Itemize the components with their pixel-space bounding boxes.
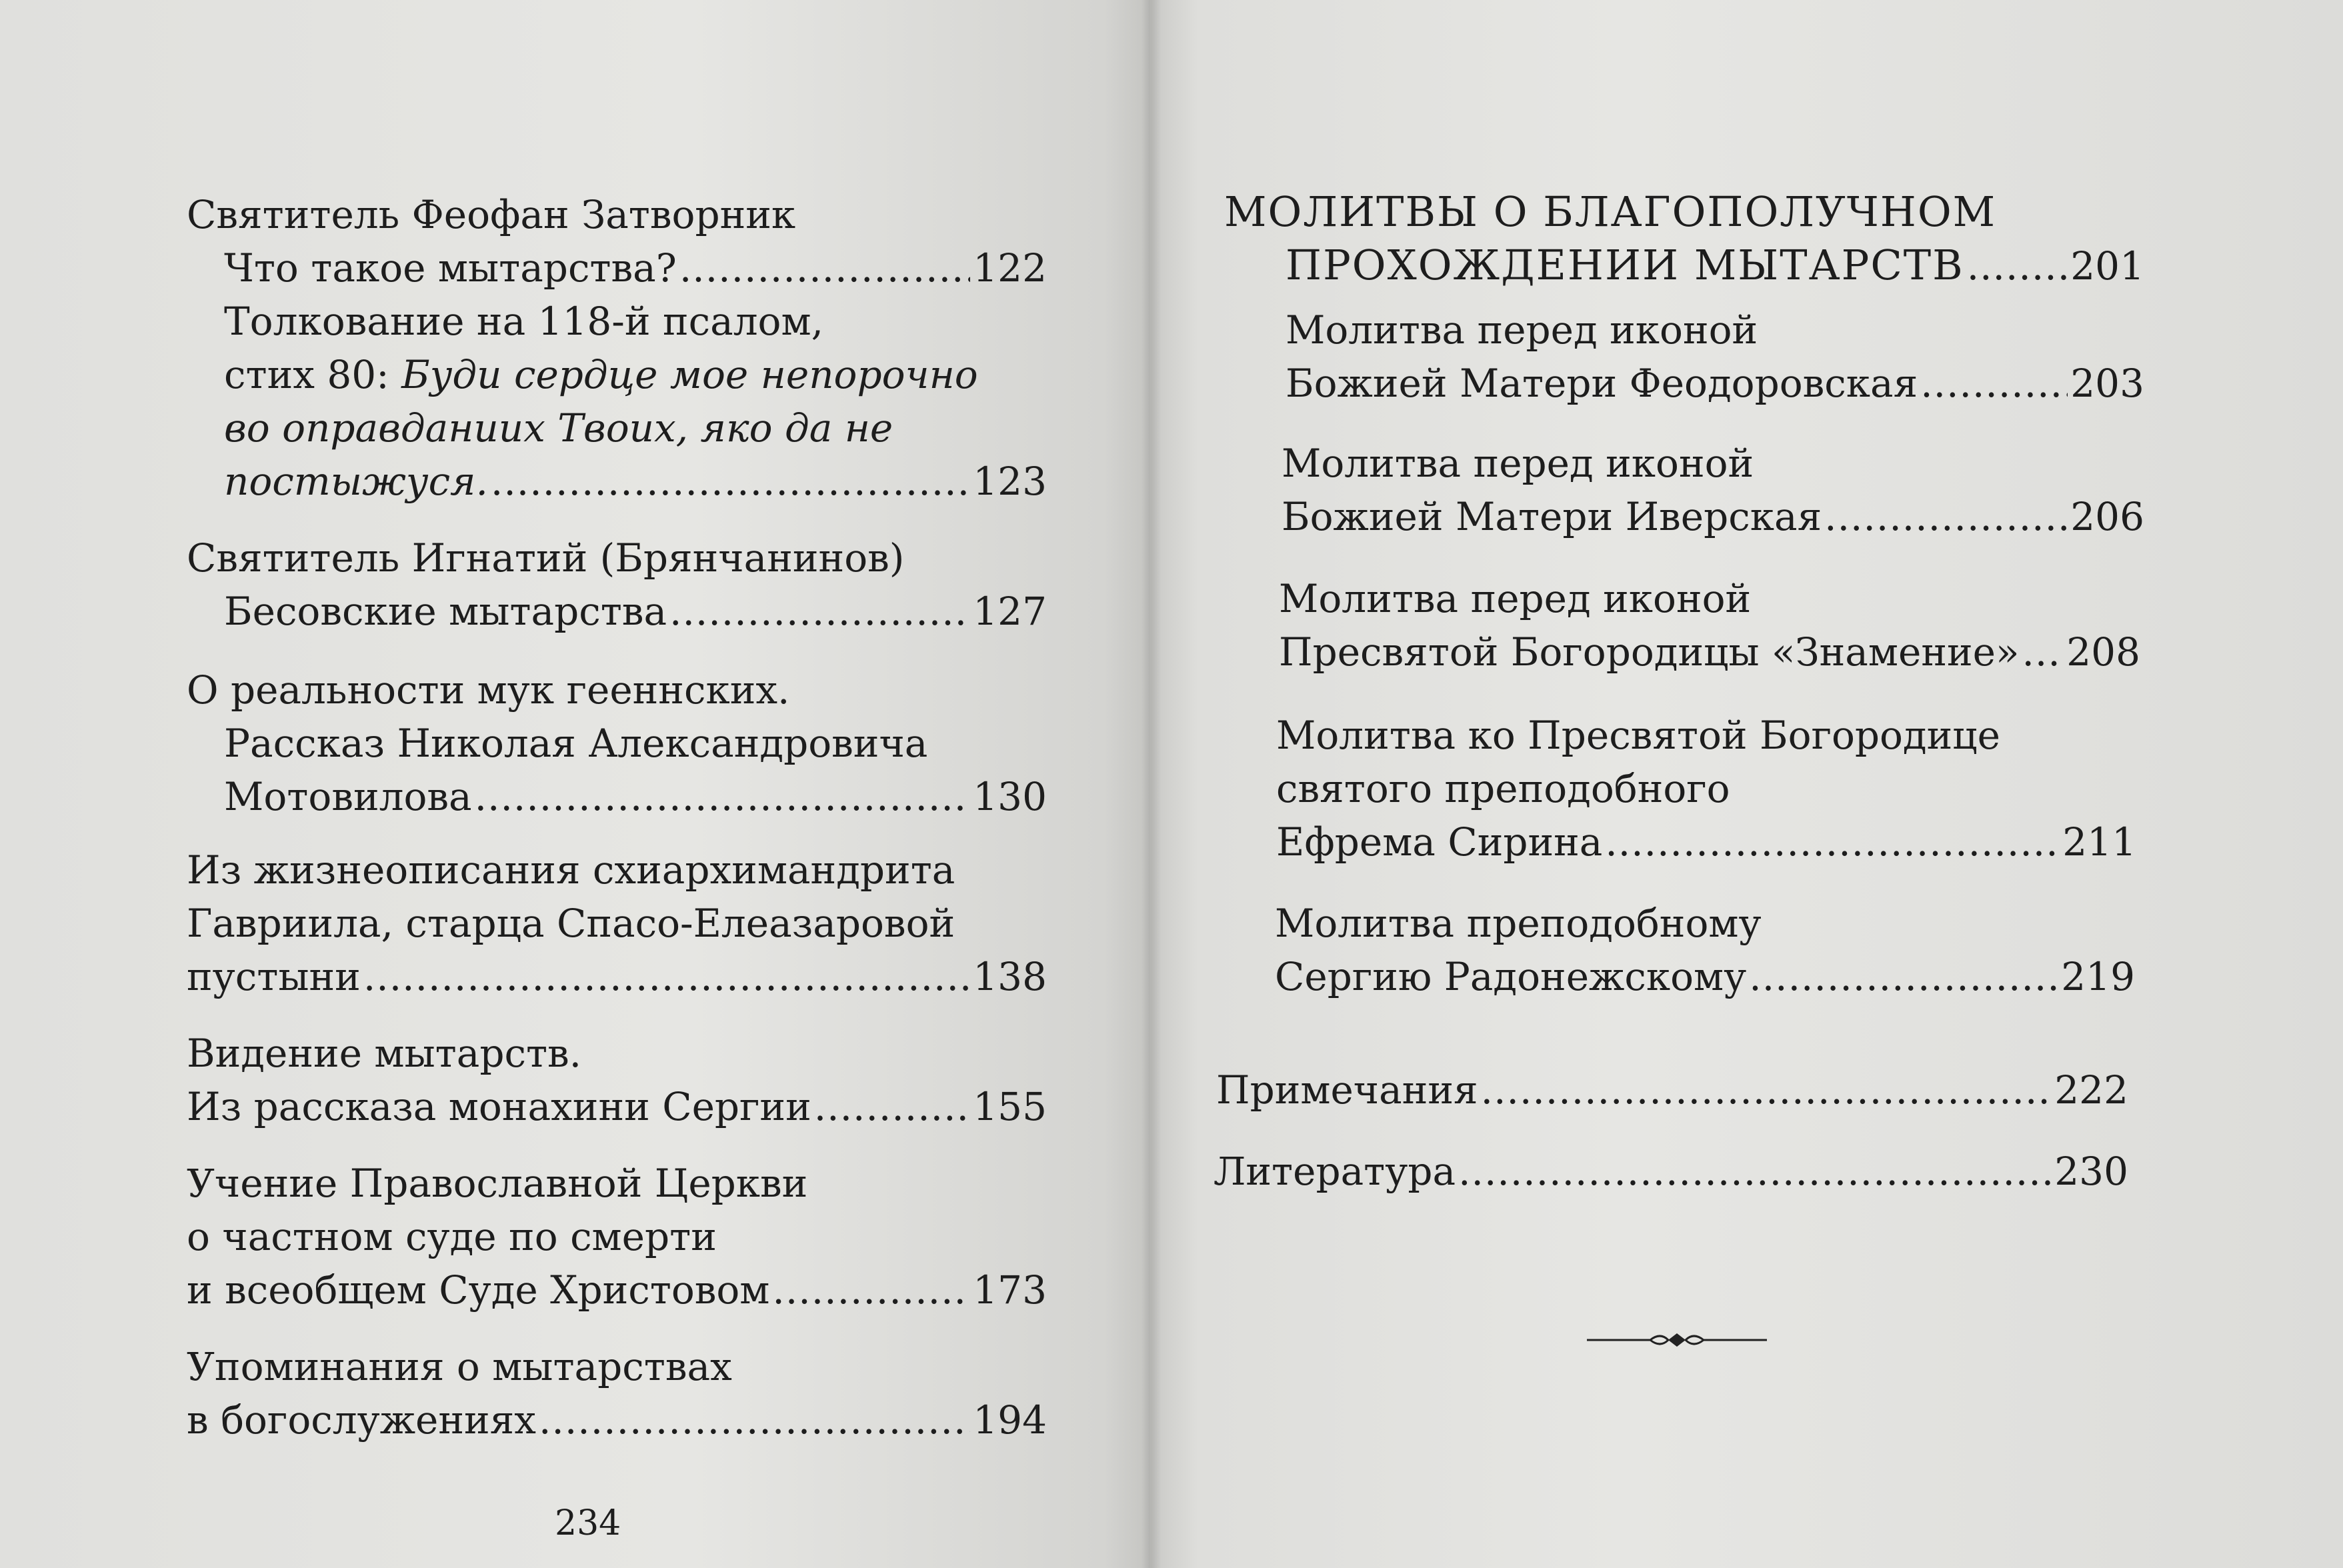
toc-item-title: Толкование на 118-й псалом, — [224, 299, 824, 344]
leader-dots — [363, 950, 970, 1003]
toc-page-number: 219 — [2061, 954, 2135, 999]
toc-item-title: Литература — [1214, 1149, 1456, 1194]
toc-item-title: Божией Матери Иверская — [1282, 494, 1822, 539]
toc-entry[interactable] — [187, 843, 1047, 1003]
toc-item-title: Молитва перед иконой — [1279, 576, 1752, 621]
toc-page-number: 203 — [2070, 361, 2144, 406]
toc-item-last-line — [1216, 1063, 2128, 1117]
leader-dots — [1458, 1145, 2052, 1198]
leader-dots — [475, 770, 971, 823]
toc-page-number: 222 — [2054, 1067, 2128, 1113]
toc-page-number: 201 — [2070, 243, 2144, 289]
toc-page-number: 230 — [2054, 1149, 2128, 1194]
toc-entry-ignatiy — [187, 531, 1047, 638]
toc-item-title: Мотовилова — [224, 774, 472, 819]
toc-item-title: стих 80: — [224, 352, 402, 397]
toc-item-last-line — [1275, 950, 2135, 1003]
toc-page-number: 127 — [973, 589, 1047, 634]
toc-heading: Святитель Феофан Затворник — [187, 192, 796, 237]
toc-item[interactable] — [187, 455, 1047, 508]
toc-item-title: Молитва ко Пресвятой Богородице — [1276, 713, 2000, 758]
toc-item-last-line — [1282, 490, 2144, 543]
toc-page-number: 206 — [2070, 494, 2144, 539]
toc-item-title-line — [187, 348, 1047, 401]
leader-dots — [1920, 357, 2068, 410]
toc-page-number: 122 — [973, 245, 1047, 291]
toc-entry[interactable] — [1286, 303, 2144, 410]
toc-item-last-line — [1214, 1145, 2128, 1198]
toc-entry[interactable] — [187, 1340, 1047, 1447]
toc-item-last-line — [187, 950, 1047, 1003]
toc-page-number: 155 — [973, 1084, 1047, 1129]
toc-item-title: и всеобщем Суде Христовом — [187, 1267, 770, 1313]
toc-item-title: Учение Православной Церкви — [187, 1161, 808, 1206]
leader-dots — [814, 1080, 971, 1133]
toc-item-last-line — [1224, 239, 2144, 292]
toc-page-number: 208 — [2066, 629, 2140, 675]
leader-dots — [1605, 815, 2060, 869]
toc-item-title: Упоминания о мытарствах — [187, 1344, 732, 1389]
toc-page-number: 123 — [973, 459, 1047, 504]
toc-entry[interactable] — [1282, 437, 2144, 543]
toc-item-title: пустыни — [187, 954, 361, 999]
toc-heading: Святитель Игнатий (Брянчанинов) — [187, 535, 905, 581]
toc-item-title: Сергию Радонежскому — [1275, 954, 1747, 999]
toc-entry-feofan — [187, 188, 1047, 508]
toc-item[interactable] — [187, 241, 1047, 295]
toc-item-italic: во оправданиих Твоих, яко да не — [224, 405, 893, 451]
leader-dots — [1481, 1063, 2052, 1117]
toc-item-title: Из жизнеописания схиархимандрита — [187, 847, 955, 893]
toc-page-number: 130 — [973, 774, 1047, 819]
toc-item-title: Гавриила, старца Спасо-Елеазаровой — [187, 901, 955, 946]
toc-page-number: 138 — [973, 954, 1047, 999]
toc-section-heading[interactable] — [1224, 185, 2144, 292]
toc-item-last-line — [187, 1393, 1047, 1447]
toc-item-last-line — [187, 1263, 1047, 1317]
toc-item-last-line — [1276, 815, 2136, 869]
toc-item-title: Видение мытарств. — [187, 1031, 582, 1076]
leader-dots — [1749, 950, 2058, 1003]
toc-item-title: О реальности мук гееннских. — [187, 667, 790, 713]
toc-entry[interactable] — [1216, 1063, 2128, 1117]
toc-entry[interactable] — [1276, 709, 2136, 869]
toc-item-title: Примечания — [1216, 1067, 1478, 1113]
toc-item-title: Что такое мытарства? — [224, 245, 677, 291]
leader-dots — [1824, 490, 2068, 543]
toc-item-title: Божией Матери Феодоровская — [1286, 361, 1918, 406]
toc-item-last-line — [1286, 357, 2144, 410]
toc-item-title: Молитва преподобному — [1275, 901, 1762, 946]
leader-dots — [539, 1393, 970, 1447]
leader-dots — [1967, 239, 2068, 293]
toc-item-italic: постыжуся. — [224, 459, 488, 504]
leader-dots — [491, 455, 970, 508]
toc-entry[interactable] — [187, 1027, 1047, 1133]
toc-item-title: Пресвятой Богородицы «Знамение» — [1279, 629, 2020, 675]
toc-item-title: Бесовские мытарства — [224, 589, 667, 634]
toc-item-title: Рассказ Николая Александровича — [224, 721, 928, 766]
leader-dots — [772, 1263, 970, 1317]
toc-page-number: 194 — [973, 1397, 1047, 1443]
toc-entry[interactable] — [187, 663, 1047, 823]
page-number: 234 — [555, 1503, 621, 1543]
toc-item-last-line — [1279, 625, 2140, 679]
toc-item[interactable] — [187, 585, 1047, 638]
section-title: МОЛИТВЫ О БЛАГОПОЛУЧНОМ — [1224, 187, 1997, 236]
ornament-divider-icon — [1587, 1327, 1767, 1353]
toc-page-number: 211 — [2062, 819, 2136, 865]
toc-item-title: Молитва перед иконой — [1282, 441, 1754, 486]
leader-dots — [2022, 625, 2064, 679]
leader-dots — [679, 241, 970, 295]
toc-item-title: Ефрема Сирина — [1276, 819, 1603, 865]
toc-item-title: о частном суде по смерти — [187, 1214, 717, 1259]
toc-item-last-line — [187, 1080, 1047, 1133]
toc-item-title: в богослужениях — [187, 1397, 536, 1443]
leader-dots — [669, 585, 970, 638]
toc-entry[interactable] — [1214, 1145, 2128, 1198]
toc-entry[interactable] — [1275, 897, 2135, 1003]
toc-item-last-line — [187, 770, 1047, 823]
toc-item-italic: Буди сердце мое непорочно — [401, 352, 978, 397]
toc-item-title: Из рассказа монахини Сергии — [187, 1084, 811, 1129]
section-title: ПРОХОЖДЕНИИ МЫТАРСТВ — [1286, 241, 1964, 289]
toc-page-number: 173 — [973, 1267, 1047, 1313]
book-gutter — [1141, 0, 1161, 1568]
toc-item-title: святого преподобного — [1276, 766, 1730, 811]
toc-entry[interactable] — [1279, 572, 2140, 679]
toc-entry[interactable] — [187, 1157, 1047, 1317]
toc-item-title: Молитва перед иконой — [1286, 307, 1758, 353]
